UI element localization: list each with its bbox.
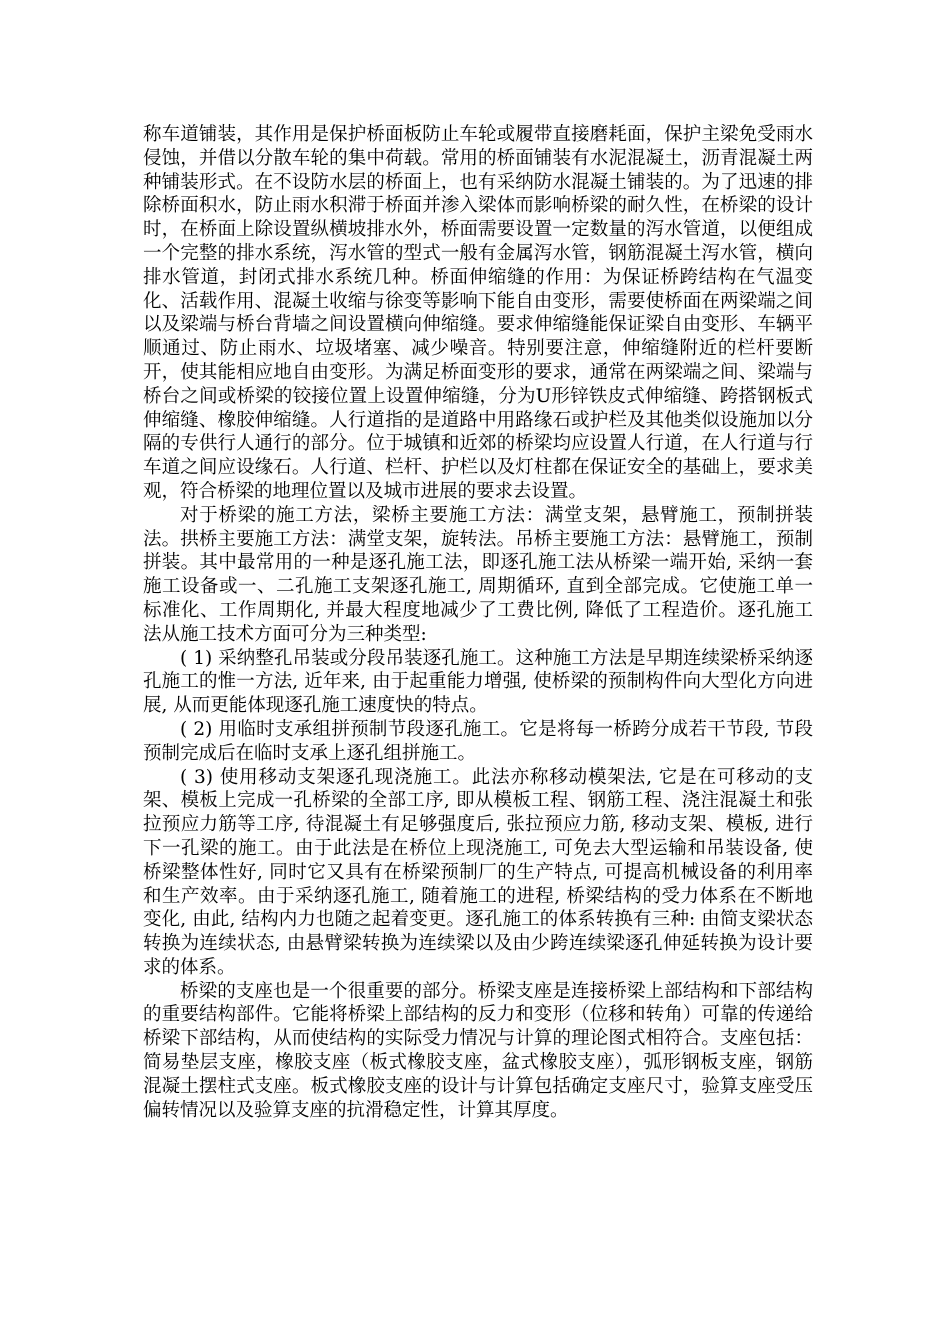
paragraph-method-2: ( 2) 用临时支承组拼预制节段逐孔施工。它是将每一桥跨分成若干节段, 节段预制完成后在临时支承上逐孔组拼施工。 bbox=[143, 718, 813, 764]
paragraph-bearings: 桥梁的支座也是一个很重要的部分。桥梁支座是连接桥梁上部结构和下部结构的重要结构部件。它能将桥梁上部结构的反力和变形（位移和转角）可靠的传递给桥梁下部结构，从而使结构的实际受力情况与计算的理论图式相符合。支座包括：简易垫层支座，橡胶支座（板式橡胶支座，盆式橡胶支座），弧形钢板支座，钢筋混凝土摆柱式支座。板式橡胶支座的设计与计算包括确定支座尺寸，验算支座受压偏转情况以及验算支座的抗滑稳定性，计算其厚度。 bbox=[143, 980, 813, 1121]
document-page bbox=[143, 123, 813, 1122]
paragraph-method-1: ( 1) 采纳整孔吊装或分段吊装逐孔施工。这种施工方法是早期连续梁桥采纳逐孔施工的惟一方法, 近年来, 由于起重能力增强, 使桥梁的预制构件向大型化方向进展, 从而更能体现逐孔施工速度快的特点。 bbox=[143, 647, 813, 717]
paragraph-deck-pavement: 称车道铺装，其作用是保护桥面板防止车轮或履带直接磨耗面，保护主梁免受雨水侵蚀，并借以分散车轮的集中荷载。常用的桥面铺装有水泥混凝土，沥青混凝土两种铺装形式。在不设防水层的桥面上，也有采纳防水混凝土铺装的。为了迅速的排除桥面积水，防止雨水积滞于桥面并渗入梁体而影响桥梁的耐久性，在桥梁的设计时，在桥面上除设置纵横坡排水外，桥面需要设置一定数量的泻水管道，以便组成一个完整的排水系统，泻水管的型式一般有金属泻水管，钢筋混凝土泻水管，横向排水管道，封闭式排水系统几种。桥面伸缩缝的作用：为保证桥跨结构在气温变化、活载作用、混凝土收缩与徐变等影响下能自由变形，需要使桥面在两梁端之间以及梁端与桥台背墙之间设置横向伸缩缝。要求伸缩缝能保证梁自由变形、车辆平顺通过、防止雨水、垃圾堵塞、减少噪音。特别要注意，伸缩缝附近的栏杆要断开，使其能相应地自由变形。为满足桥面变形的要求，通常在两梁端之间、梁端与桥台之间或桥梁的铰接位置上设置伸缩缝，分为U形锌铁皮式伸缩缝、跨搭钢板式伸缩缝、橡胶伸缩缝。人行道指的是道路中用路缘石或护栏及其他类似设施加以分隔的专供行人通行的部分。位于城镇和近郊的桥梁均应设置人行道，在人行道与行车道之间应设缘石。人行道、栏杆、护栏以及灯柱都在保证安全的基础上，要求美观，符合桥梁的地理位置以及城市进展的要求去设置。 bbox=[143, 124, 813, 502]
paragraph-construction-methods: 对于桥梁的施工方法，梁桥主要施工方法：满堂支架，悬臂施工，预制拼装法。拱桥主要施工方法：满堂支架，旋转法。吊桥主要施工方法：悬臂施工，预制拼装。其中最常用的一种是逐孔施工法，即逐孔施工法从桥梁一端开始, 采纳一套施工设备或一、二孔施工支架逐孔施工, 周期循环, 直到全部完成。它使施工单一标准化、工作周期化, 并最大程度地减少了工费比例, 降低了工程造价。逐孔施工法从施工技术方面可分为三种类型: bbox=[143, 504, 813, 645]
paragraph-method-3: ( 3) 使用移动支架逐孔现浇施工。此法亦称移动模架法, 它是在可移动的支架、模板上完成一孔桥梁的全部工序, 即从模板工程、钢筋工程、浇注混凝土和张拉预应力筋等工序, 待混凝土有足够强度后, 张拉预应力筋, 移动支架、模板, 进行下一孔梁的施工。由于此法是在桥位上现浇施工, 可免去大型运输和吊装设备, 使桥梁整体性好, 同时它又具有在桥梁预制厂的生产特点, 可提高机械设备的利用率和生产效率。由于采纳逐孔施工, 随着施工的进程, 桥梁结构的受力体系在不断地变化, 由此, 结构内力也随之起着变更。逐孔施工的体系转换有三种: 由简支梁状态转换为连续状态, 由悬臂梁转换为连续梁以及由少跨连续梁逐孔伸延转换为设计要求的体系。 bbox=[143, 766, 813, 978]
